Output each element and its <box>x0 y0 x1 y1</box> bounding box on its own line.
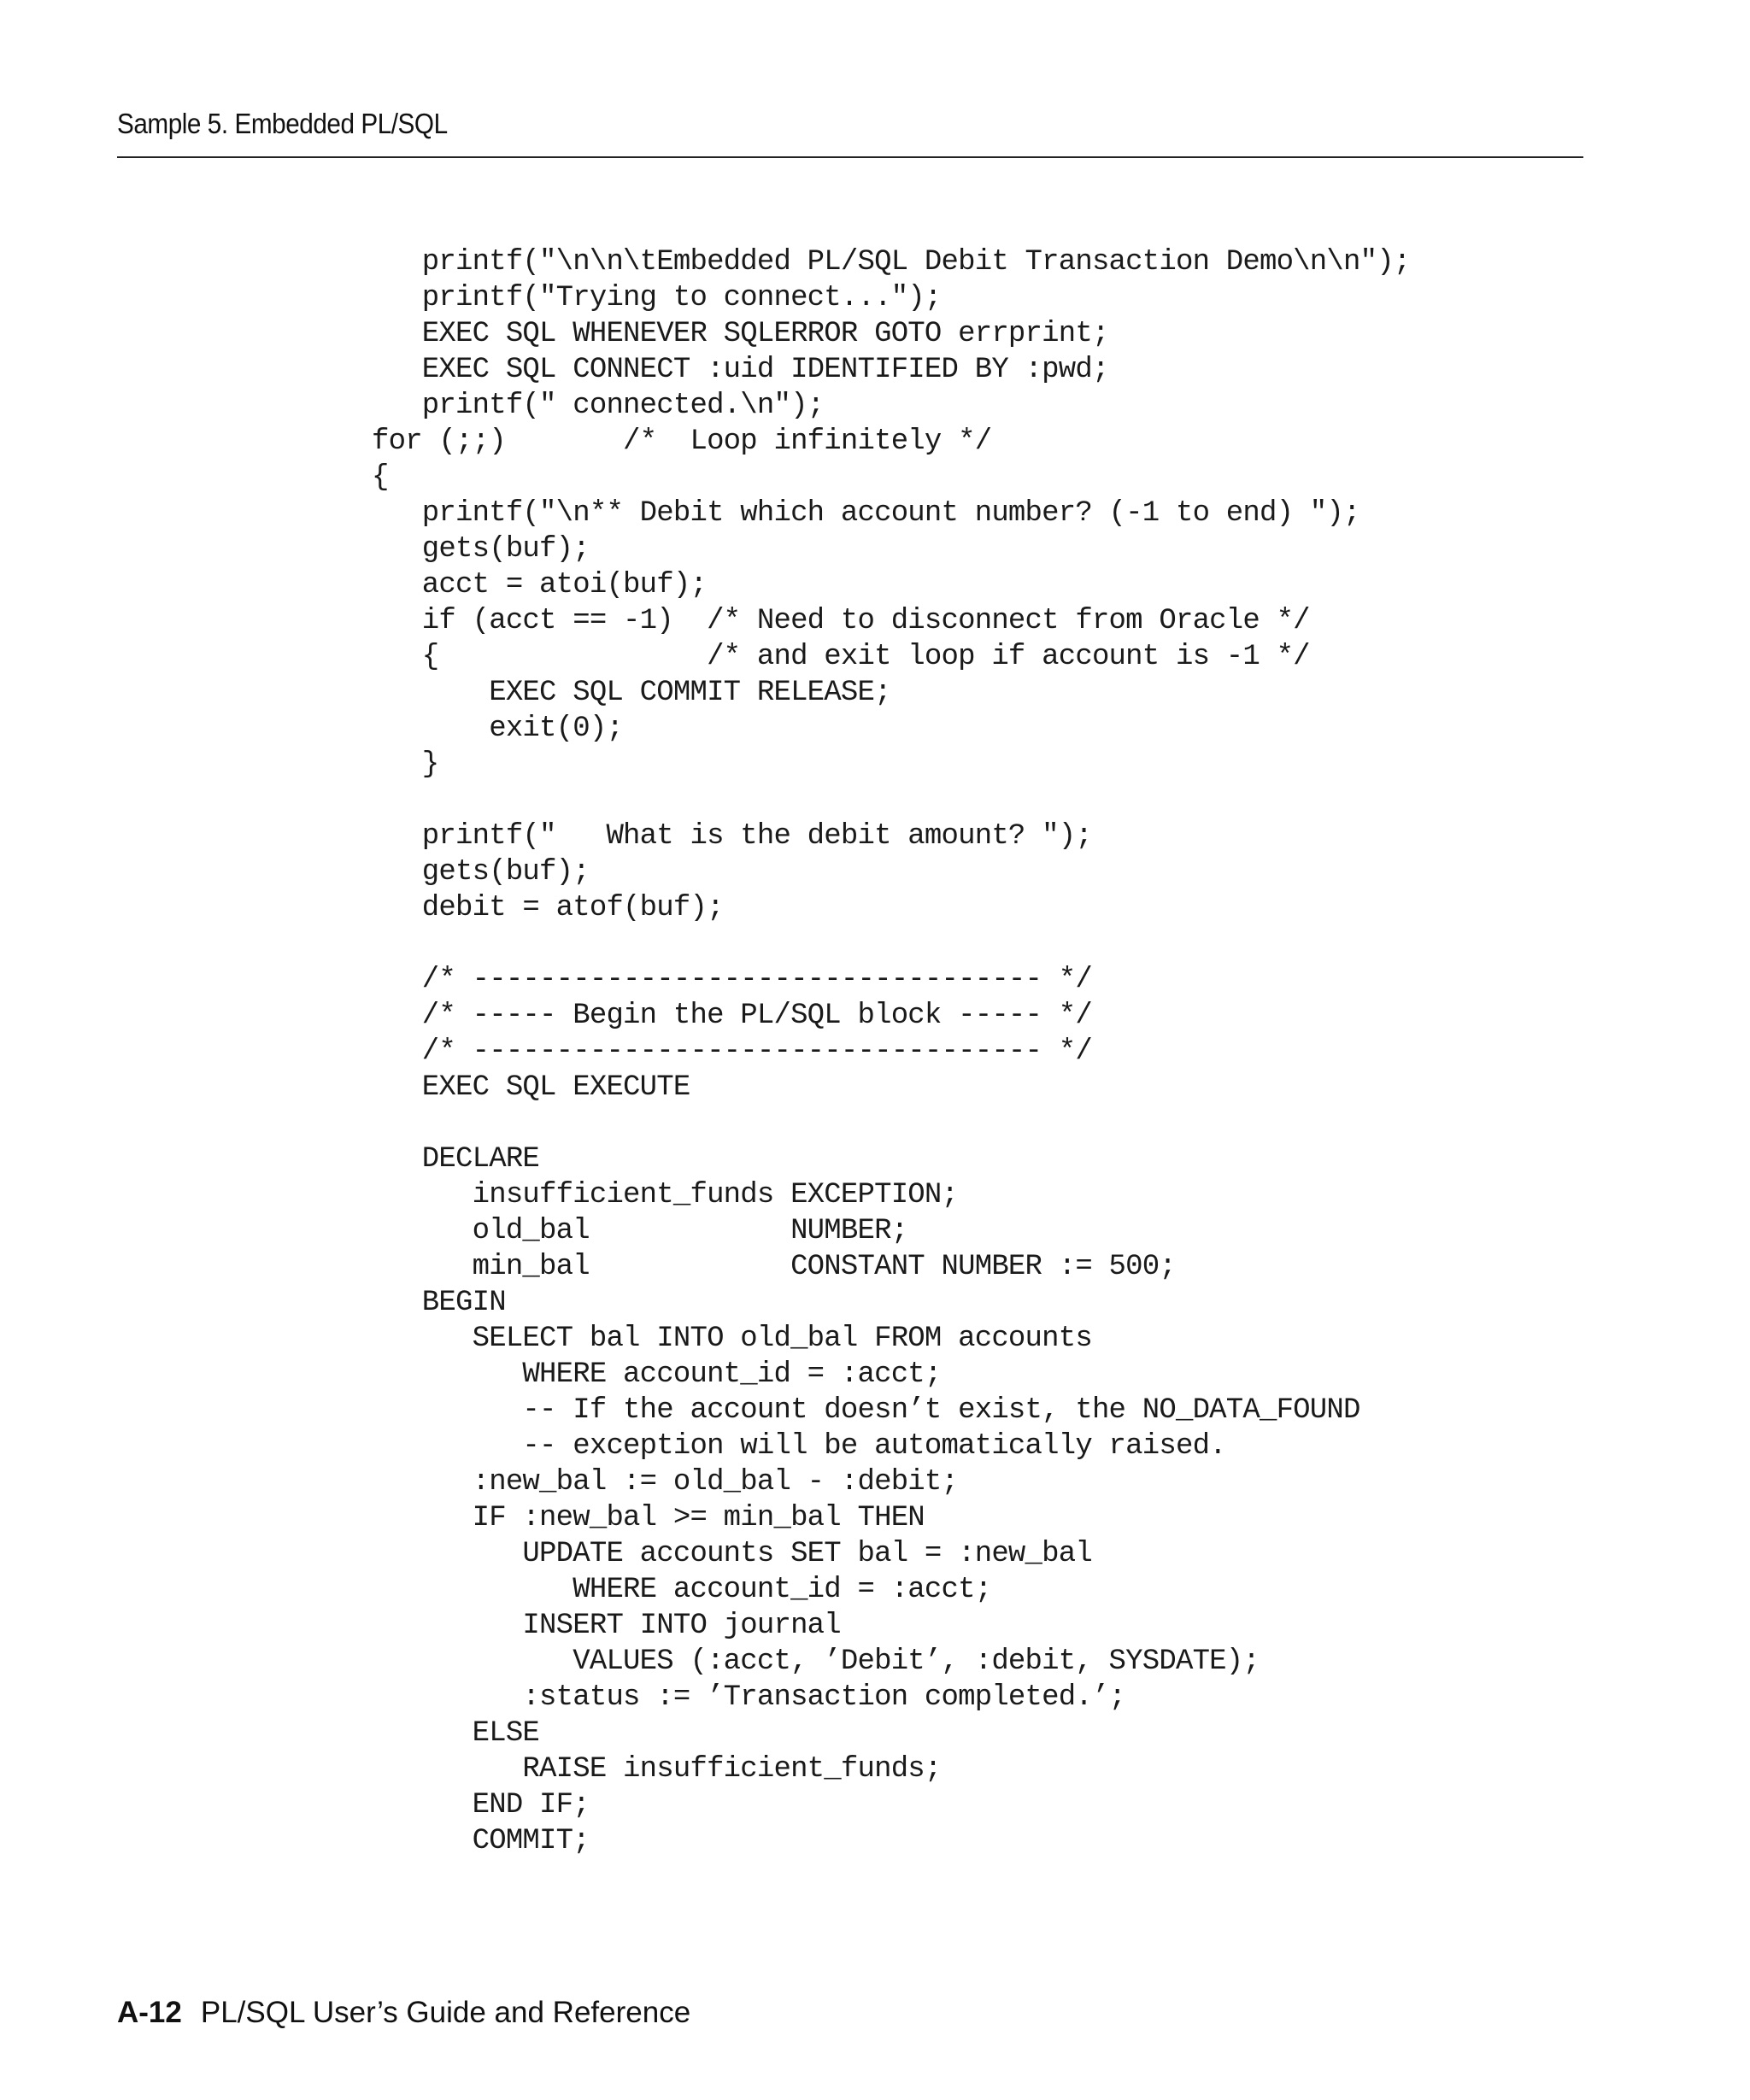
code-line: IF :new_bal >= min_bal THEN <box>372 1502 925 1534</box>
code-line: BEGIN <box>372 1287 506 1319</box>
code-line: /* ---------------------------------- */ <box>372 964 1092 996</box>
code-line: if (acct == -1) /* Need to disconnect from Oracle */ <box>372 605 1310 637</box>
code-line: printf(" What is the debit amount? "); <box>372 820 1092 853</box>
header-rule <box>117 156 1583 158</box>
code-line: RAISE insufficient_funds; <box>372 1753 942 1786</box>
code-line: -- If the account doesn’t exist, the NO_DATA_FOUND <box>372 1394 1360 1427</box>
page-footer <box>117 1996 690 2030</box>
code-line: printf("Trying to connect..."); <box>372 282 942 314</box>
code-line: exit(0); <box>372 713 624 745</box>
code-line: insufficient_funds EXCEPTION; <box>372 1179 959 1211</box>
code-line: EXEC SQL COMMIT RELEASE; <box>372 677 891 709</box>
code-line <box>372 783 1410 818</box>
code-line: old_bal NUMBER; <box>372 1215 908 1247</box>
code-line: gets(buf); <box>372 533 590 566</box>
code-line: debit = atof(buf); <box>372 892 724 924</box>
page-number: A-12 <box>117 1996 182 2029</box>
code-line <box>372 926 1410 962</box>
code-line: { /* and exit loop if account is -1 */ <box>372 641 1310 673</box>
code-line: printf("\n** Debit which account number? (-1 to end) "); <box>372 497 1360 530</box>
code-line: min_bal CONSTANT NUMBER := 500; <box>372 1251 1176 1283</box>
code-line: acct = atoi(buf); <box>372 569 708 601</box>
code-line: WHERE account_id = :acct; <box>372 1358 942 1391</box>
code-line: END IF; <box>372 1789 590 1821</box>
code-line: for (;;) /* Loop infinitely */ <box>372 425 992 458</box>
code-line: -- exception will be automatically raised. <box>372 1430 1226 1463</box>
code-line: EXEC SQL EXECUTE <box>372 1071 690 1104</box>
code-line: /* ----- Begin the PL/SQL block ----- */ <box>372 1000 1092 1032</box>
code-line: DECLARE <box>372 1143 540 1176</box>
code-line: } <box>372 748 439 781</box>
code-line: WHERE account_id = :acct; <box>372 1574 992 1606</box>
code-line: ELSE <box>372 1717 540 1750</box>
code-line: { <box>372 461 389 494</box>
running-header: Sample 5. Embedded PL/SQL <box>117 108 448 139</box>
code-listing <box>372 244 1410 1859</box>
book-title: PL/SQL User’s Guide and Reference <box>200 1996 691 2029</box>
code-line: SELECT bal INTO old_bal FROM accounts <box>372 1323 1092 1355</box>
code-line: /* ---------------------------------- */ <box>372 1035 1092 1068</box>
code-line: printf("\n\n\tEmbedded PL/SQL Debit Transaction Demo\n\n"); <box>372 246 1411 279</box>
code-line: :status := ’Transaction completed.’; <box>372 1681 1126 1714</box>
code-line: VALUES (:acct, ’Debit’, :debit, SYSDATE); <box>372 1645 1260 1678</box>
code-line: EXEC SQL WHENEVER SQLERROR GOTO errprint; <box>372 318 1109 350</box>
code-line: UPDATE accounts SET bal = :new_bal <box>372 1538 1092 1570</box>
code-line: gets(buf); <box>372 856 590 889</box>
code-line: :new_bal := old_bal - :debit; <box>372 1466 959 1499</box>
code-line: EXEC SQL CONNECT :uid IDENTIFIED BY :pwd; <box>372 354 1109 386</box>
code-line: printf(" connected.\n"); <box>372 390 825 422</box>
code-line: COMMIT; <box>372 1825 590 1857</box>
code-line <box>372 1106 1410 1141</box>
code-line: INSERT INTO journal <box>372 1610 841 1642</box>
